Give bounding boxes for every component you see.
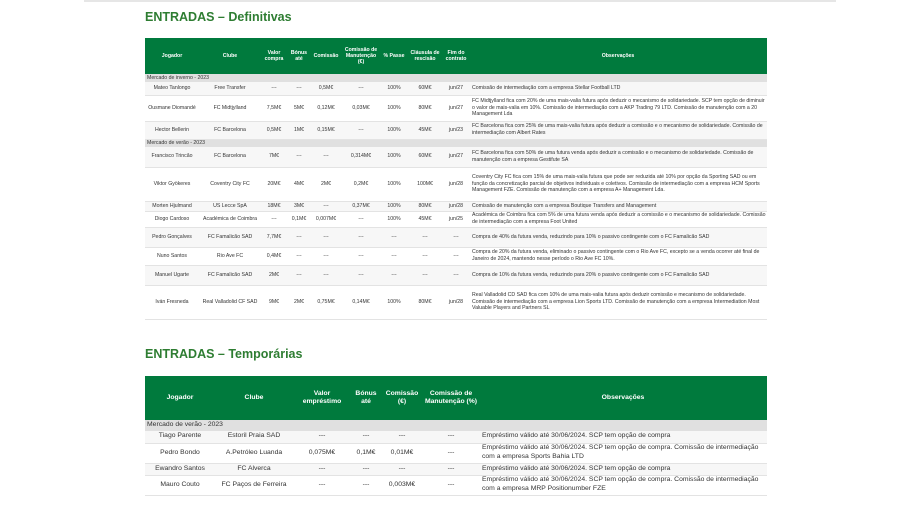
- table-row: [145, 463, 767, 475]
- value-cell: ---: [443, 265, 469, 285]
- value-cell: 3M€: [287, 201, 311, 211]
- value-cell: 80M€: [407, 201, 443, 211]
- value-cell: jun/23: [443, 121, 469, 139]
- definitivas-table: [145, 38, 767, 320]
- value-cell: ---: [381, 463, 423, 475]
- market-group-label: Mercado de verão - 2023: [145, 420, 767, 431]
- value-cell: 1M€: [287, 121, 311, 139]
- observations-cell: FC Barcelona fica com 25% de uma mais-valia futura após deduzir a comissão e o mecanismo de solidariedade. Comissão de intermediação com Albert Rates: [469, 121, 767, 139]
- value-cell: ---: [287, 227, 311, 247]
- observations-cell: Real Valladolid CD SAD fica com 10% de uma mais-valia futura após deduzir comissão e mecanismo de solidariedade. Comissão de intermediação com a empresa Lion Sports LTD. Comissão de manutenção com a empresa Intermediation Most Valuable Players and Partners SL: [469, 285, 767, 319]
- club-name: Estoril Praia SAD: [215, 431, 293, 443]
- value-cell: 2M€: [311, 167, 341, 201]
- table-row: [145, 285, 767, 319]
- value-cell: ---: [261, 211, 287, 227]
- observations-cell: Empréstimo válido até 30/06/2024. SCP tem opção de compra: [479, 463, 767, 475]
- market-group-label: Mercado de inverno - 2023: [145, 74, 767, 82]
- table-row: [145, 443, 767, 463]
- value-cell: ---: [341, 265, 381, 285]
- value-cell: 4M€: [287, 167, 311, 201]
- value-cell: 0,03M€: [341, 95, 381, 121]
- player-name: Manuel Ugarte: [145, 265, 199, 285]
- value-cell: ---: [293, 475, 351, 495]
- value-cell: 7,7M€: [261, 227, 287, 247]
- player-name: Morten Hjulmand: [145, 201, 199, 211]
- player-name: Iván Fresneda: [145, 285, 199, 319]
- observations-cell: Compra de 20% da futura venda, eliminado o passivo contingente com o Rio Ave FC, excepto se a venda ocorrer até final de Janeiro de 2024, mantendo nesse período o Rio Ave FC 10%.: [469, 247, 767, 265]
- value-cell: 0,01M€: [381, 443, 423, 463]
- column-header: Fim do contrato: [443, 38, 469, 74]
- market-group-row: [145, 74, 767, 82]
- temporarias-body: [145, 420, 767, 495]
- table-row: [145, 82, 767, 95]
- value-cell: ---: [311, 227, 341, 247]
- table-row: [145, 147, 767, 167]
- column-header: Bónus até: [287, 38, 311, 74]
- value-cell: 0,15M€: [311, 121, 341, 139]
- table-row: [145, 227, 767, 247]
- player-name: Mateo Tanlongo: [145, 82, 199, 95]
- column-header: Clube: [199, 38, 261, 74]
- player-name: Ousmane Diomandé: [145, 95, 199, 121]
- club-name: FC Barcelona: [199, 147, 261, 167]
- column-header: Observações: [469, 38, 767, 74]
- value-cell: ---: [341, 121, 381, 139]
- value-cell: ---: [443, 247, 469, 265]
- observations-cell: Académica de Coimbra fica com 5% de uma futura venda após deduzir a comissão e o mecanismo de solidariedade. Comissão de intermediação com a empresa Foot United: [469, 211, 767, 227]
- club-name: FC Paços de Ferreira: [215, 475, 293, 495]
- value-cell: 0,75M€: [311, 285, 341, 319]
- player-name: Nuno Santos: [145, 247, 199, 265]
- table-row: [145, 265, 767, 285]
- value-cell: 100%: [381, 147, 407, 167]
- value-cell: ---: [341, 211, 381, 227]
- page-top-border: [84, 0, 836, 2]
- value-cell: ---: [423, 443, 479, 463]
- value-cell: 0,003M€: [381, 475, 423, 495]
- value-cell: jun/28: [443, 285, 469, 319]
- value-cell: ---: [287, 265, 311, 285]
- column-header: Comissão de Manutenção (%): [423, 376, 479, 420]
- value-cell: jun/27: [443, 82, 469, 95]
- value-cell: ---: [311, 147, 341, 167]
- value-cell: 60M€: [407, 82, 443, 95]
- value-cell: 0,12M€: [311, 95, 341, 121]
- column-header: Valor compra: [261, 38, 287, 74]
- player-name: Francisco Trincão: [145, 147, 199, 167]
- player-name: Mauro Couto: [145, 475, 215, 495]
- value-cell: ---: [311, 265, 341, 285]
- value-cell: ---: [407, 247, 443, 265]
- value-cell: 0,4M€: [261, 247, 287, 265]
- value-cell: ---: [351, 475, 381, 495]
- column-header: Cláusula de rescisão: [407, 38, 443, 74]
- value-cell: 45M€: [407, 211, 443, 227]
- observations-cell: Compra de 40% da futura venda, reduzindo para 10% o passivo contingente com o FC Famalicão SAD: [469, 227, 767, 247]
- club-name: US Lecce SpA: [199, 201, 261, 211]
- table-row: [145, 431, 767, 443]
- value-cell: 60M€: [407, 147, 443, 167]
- value-cell: 0,075M€: [293, 443, 351, 463]
- value-cell: ---: [423, 475, 479, 495]
- value-cell: ---: [341, 227, 381, 247]
- club-name: FC Famalicão SAD: [199, 265, 261, 285]
- value-cell: 0,14M€: [341, 285, 381, 319]
- club-name: FC Famalicão SAD: [199, 227, 261, 247]
- market-group-row: [145, 420, 767, 431]
- table-row: [145, 247, 767, 265]
- table-row: [145, 211, 767, 227]
- column-header: Clube: [215, 376, 293, 420]
- value-cell: 2M€: [261, 265, 287, 285]
- value-cell: 5M€: [287, 95, 311, 121]
- column-header: Comissão (€): [381, 376, 423, 420]
- value-cell: 0,5M€: [261, 121, 287, 139]
- value-cell: ---: [287, 82, 311, 95]
- value-cell: 100%: [381, 82, 407, 95]
- club-name: Real Valladolid CF SAD: [199, 285, 261, 319]
- column-header: Jogador: [145, 376, 215, 420]
- market-group-row: [145, 139, 767, 147]
- value-cell: 7,5M€: [261, 95, 287, 121]
- value-cell: 9M€: [261, 285, 287, 319]
- value-cell: 0,1M€: [287, 211, 311, 227]
- column-header: Observações: [479, 376, 767, 420]
- definitivas-body: [145, 74, 767, 319]
- value-cell: ---: [261, 82, 287, 95]
- value-cell: jun/27: [443, 147, 469, 167]
- value-cell: ---: [287, 247, 311, 265]
- observations-cell: Compra de 10% da futura venda, reduzindo para 20% o passivo contingente com o FC Famalicão SAD: [469, 265, 767, 285]
- temporarias-title: ENTRADAS – Temporárias: [145, 347, 303, 361]
- column-header: Valor empréstimo: [293, 376, 351, 420]
- value-cell: ---: [351, 463, 381, 475]
- club-name: FC Alverca: [215, 463, 293, 475]
- table-row: [145, 475, 767, 495]
- value-cell: 0,2M€: [341, 167, 381, 201]
- club-name: FC Midtjylland: [199, 95, 261, 121]
- value-cell: 2M€: [287, 285, 311, 319]
- value-cell: 100M€: [407, 167, 443, 201]
- column-header: Jogador: [145, 38, 199, 74]
- value-cell: jun/28: [443, 201, 469, 211]
- value-cell: ---: [293, 463, 351, 475]
- club-name: Rio Ave FC: [199, 247, 261, 265]
- value-cell: ---: [381, 227, 407, 247]
- player-name: Ewandro Santos: [145, 463, 215, 475]
- value-cell: ---: [407, 265, 443, 285]
- table-row: [145, 201, 767, 211]
- value-cell: 80M€: [407, 285, 443, 319]
- value-cell: ---: [443, 227, 469, 247]
- definitivas-title: ENTRADAS – Definitivas: [145, 10, 292, 24]
- player-name: Viktor Gyökeres: [145, 167, 199, 201]
- column-header: Comissão de Manutenção (€): [341, 38, 381, 74]
- value-cell: 45M€: [407, 121, 443, 139]
- player-name: Pedro Gonçalves: [145, 227, 199, 247]
- club-name: Free Transfer: [199, 82, 261, 95]
- player-name: Diogo Cardoso: [145, 211, 199, 227]
- player-name: Tiago Parente: [145, 431, 215, 443]
- table-row: [145, 167, 767, 201]
- definitivas-header-row: [145, 38, 767, 74]
- value-cell: ---: [423, 463, 479, 475]
- value-cell: 0,1M€: [351, 443, 381, 463]
- observations-cell: Empréstimo válido até 30/06/2024. SCP tem opção de compra. Comissão de intermediação com a empresa Sports Bahia LTD: [479, 443, 767, 463]
- club-name: A.Petróleo Luanda: [215, 443, 293, 463]
- value-cell: ---: [341, 247, 381, 265]
- column-header: % Passe: [381, 38, 407, 74]
- table-row: [145, 95, 767, 121]
- player-name: Hector Bellerin: [145, 121, 199, 139]
- temporarias-header-row: [145, 376, 767, 420]
- observations-cell: Comissão de manutenção com a empresa Boutique Transfers and Management: [469, 201, 767, 211]
- value-cell: 100%: [381, 121, 407, 139]
- column-header: Comissão: [311, 38, 341, 74]
- club-name: FC Barcelona: [199, 121, 261, 139]
- value-cell: ---: [293, 431, 351, 443]
- value-cell: jun/28: [443, 167, 469, 201]
- value-cell: 0,37M€: [341, 201, 381, 211]
- value-cell: jun/27: [443, 95, 469, 121]
- value-cell: 20M€: [261, 167, 287, 201]
- column-header: Bónus até: [351, 376, 381, 420]
- value-cell: 100%: [381, 167, 407, 201]
- club-name: Académica de Coimbra: [199, 211, 261, 227]
- value-cell: 100%: [381, 285, 407, 319]
- value-cell: jun/25: [443, 211, 469, 227]
- value-cell: ---: [423, 431, 479, 443]
- table-row: [145, 121, 767, 139]
- value-cell: 100%: [381, 201, 407, 211]
- observations-cell: FC Midtjylland fica com 20% de uma mais-valia futura após deduzir o mecanismo de solidariedade. SCP tem opção de diminuir o valor de mais-valia em 10%. Comissão de intermediação com a AKP Trading 79 LTD. Comissão de manutenção com a 20 Management Lda: [469, 95, 767, 121]
- value-cell: ---: [287, 147, 311, 167]
- value-cell: 100%: [381, 95, 407, 121]
- value-cell: ---: [311, 201, 341, 211]
- value-cell: ---: [381, 431, 423, 443]
- market-group-label: Mercado de verão - 2023: [145, 139, 767, 147]
- observations-cell: Coventry City FC fica com 15% de uma mais-valia futura que pode ser reduzida até 10% por opção da Sporting SAD ou em função da concretização parcial de objetivos individuais e coletivos. Comissão de intermediação com a empresa HCM Sports Management FZE. Comissão de manutenção com a empresa A+ Management Lda.: [469, 167, 767, 201]
- value-cell: ---: [351, 431, 381, 443]
- value-cell: ---: [407, 227, 443, 247]
- observations-cell: FC Barcelona fica com 50% de uma futura venda após deduzir a comissão e o mecanismo de solidariedade. Comissão de manutenção com a empresa Gestifute SA: [469, 147, 767, 167]
- value-cell: 0,5M€: [311, 82, 341, 95]
- club-name: Coventry City FC: [199, 167, 261, 201]
- value-cell: 7M€: [261, 147, 287, 167]
- observations-cell: Empréstimo válido até 30/06/2024. SCP tem opção de compra: [479, 431, 767, 443]
- observations-cell: Comissão de intermediação com a empresa Stellar Football LTD: [469, 82, 767, 95]
- value-cell: 0,314M€: [341, 147, 381, 167]
- player-name: Pedro Bondo: [145, 443, 215, 463]
- temporarias-table: [145, 376, 767, 496]
- value-cell: ---: [341, 82, 381, 95]
- value-cell: 18M€: [261, 201, 287, 211]
- value-cell: 0,007M€: [311, 211, 341, 227]
- value-cell: 80M€: [407, 95, 443, 121]
- value-cell: 100%: [381, 211, 407, 227]
- value-cell: ---: [381, 265, 407, 285]
- observations-cell: Empréstimo válido até 30/06/2024. SCP tem opção de compra. Comissão de intermediação com a empresa MRP Positionumber FZE: [479, 475, 767, 495]
- value-cell: ---: [381, 247, 407, 265]
- value-cell: ---: [311, 247, 341, 265]
